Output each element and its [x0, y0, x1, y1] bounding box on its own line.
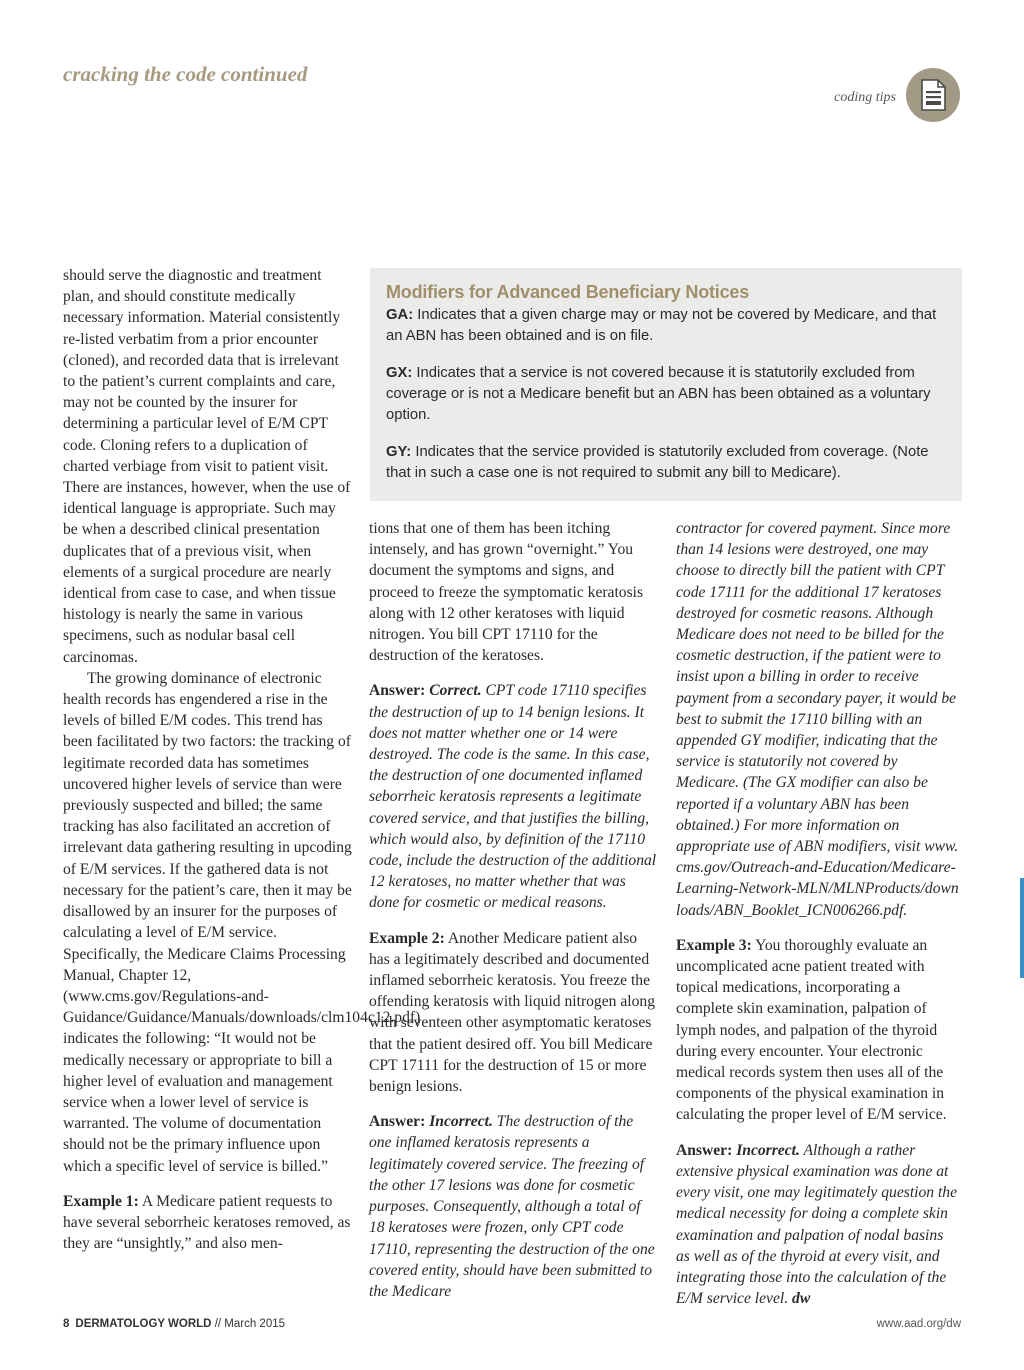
answer-1	[369, 680, 659, 913]
modifier-code: GA:	[386, 307, 414, 323]
modifier-text: Indicates that a given charge may or may not be covered by Medicare, and that an ABN has been obtained and is on file.	[386, 307, 937, 344]
answer-text: The destruction of the one inflamed keratosis represents a legitimately covered service. The freezing of the other 17 lesions was done for cosmetic purposes. Consequently, although a total of 18 keratoses were frozen, only CPT code 17110, representing the destruction of the one covered entity, should have been submitted to the Medicare	[369, 1113, 655, 1300]
body-paragraph: should serve the diagnostic and treatment plan, and should constitute medically necessary information. Material consistently re-listed verbatim from a prior encounter (cloned), and recorded data that is irrelevant to the patient’s current complaints and care, may not be counted by the insurer for determining a particular level of E/M CPT code. Cloning refers to a duplication of charted verbiage from visit to patient visit. There are instances, however, when the use of identical language is appropriate. Such may be when a described clinical presentation duplicates that of a previous visit, when elements of a surgical procedure are nearly identical from case to case, and when tissue histology is nearly the same in various specimens, such as nodular basal cell carcinomas.	[63, 267, 351, 666]
modifier-entry	[386, 363, 946, 426]
answer-continuation	[676, 518, 960, 921]
answer-text: contractor for covered payment. Since more than 14 lesions were destroyed, one may choose to directly bill the patient with CPT code 17111 for the additional 17 keratoses destroyed for cosmetic reasons. Although Medicare does not need to be billed for the cosmetic destruction, if the patient were to insist upon a billing in order to receive payment from a secondary payer, it would be best to submit the 17110 billing with an appended GY modifier, indicating that the service is statutorily not covered by Medicare. (The GX modifier can also be reported if a voluntary ABN has been obtained.) For more information on appropriate use of ABN modifiers, visit	[676, 520, 957, 856]
modifier-text: Indicates that a service is not covered because it is statutorily excluded from coverage or is not a Medicare benefit but an ABN has been obtained as a voluntary option.	[386, 365, 931, 423]
example-text: You thoroughly evaluate an uncomplicated acne patient treated with topical medications, incorporating a complete skin examination, palpation of lymph nodes, and palpation of the thyroid during every encounter. Your electronic medical records system then uses all of the components of the physical examination in calculating the proper level of E/M service.	[676, 936, 947, 1124]
end-mark: dw	[788, 1290, 811, 1308]
answer-label: Answer:	[369, 1113, 426, 1131]
issue-date: // March 2015	[211, 1318, 286, 1330]
modifier-entry	[386, 305, 946, 347]
modifier-code: GY:	[386, 444, 412, 460]
example-2	[369, 928, 659, 1098]
example-text: A Medicare patient requests to have several seborrheic keratoses removed, as they are “unsightly,” and also men-	[63, 1192, 351, 1253]
running-title: cracking the code continued	[63, 62, 308, 86]
modifier-text: Indicates that the service provided is statutorily excluded from coverage. (Note that in such a case one is not required to submit any bill to Medicare).	[386, 444, 929, 481]
answer-label: Answer:	[676, 1141, 733, 1159]
answer-text: Although a rather extensive physical examination was done at every visit, one may legitimately question the medical necessity for doing a complete skin examination and palpation of nodal basins as well as of the thyroid at every visit, and integrating those into the calculation of the E/M service level.	[676, 1141, 958, 1308]
modifier-code: GX:	[386, 365, 413, 381]
footer-folio	[63, 1318, 285, 1330]
example-label: Example 2:	[369, 929, 445, 947]
answer-label: Answer:	[369, 682, 426, 700]
example-label: Example 1:	[63, 1192, 139, 1210]
document-icon	[920, 79, 946, 111]
magazine-name: DERMATOLOGY WORLD	[75, 1318, 212, 1330]
body-paragraph: The growing dominance of electronic health records has engendered a rise in the levels of billed E/M codes. This trend has been facilitated by two factors: the tracking of legitimate recorded data has sometimes uncovered higher levels of service than were previously suspected and billed; the same tracking has also facilitated an accretion of irrelevant data gathering resulting in upcoding of E/M services. If the gathered data is not necessary for the patient’s care, then it may be disallowed by an insurer for the purposes of calculating a level of E/M service. Specifically, the Medicare Claims Processing Manual, Chapter 12, (www.cms.gov/Regulations-and-Guidance/Guidance/Manuals/downloads/clm104c12.pdf) indicates the following: “It would not be medically necessary or appropriate to bill a higher level of evaluation and management service when a lower level of service is warranted. The volume of documentation should not be the primary influence upon which a specific level of service is billed.”	[63, 669, 421, 1175]
answer-verdict: Incorrect.	[732, 1141, 800, 1159]
answer-verdict: Incorrect.	[425, 1113, 493, 1131]
modifier-entry	[386, 442, 946, 484]
example-1	[63, 1191, 353, 1255]
abn-modifiers-box	[370, 268, 962, 501]
website-link[interactable]: www.aad.org/dw	[876, 1318, 961, 1330]
example-continuation: tions that one of them has been itching intensely, and has grown “overnight.” You document the symptoms and signs, and proceed to freeze the symptomatic keratosis along with 12 other keratoses with liquid nitrogen. You bill CPT 17110 for the destruction of the keratoses.	[369, 520, 644, 665]
answer-2	[369, 1111, 659, 1302]
example-label: Example 3:	[676, 936, 752, 954]
section-badge	[906, 68, 960, 122]
edge-tab	[1020, 878, 1024, 978]
abn-booklet-link[interactable]: www.cms.gov/Outreach-and-Education/Medicare-Learning-Network-MLN/MLNProducts/downloads/ABN_Booklet_ICN006266.pdf.	[676, 838, 959, 919]
sidebar-title: Modifiers for Advanced Beneficiary Notices	[386, 282, 750, 302]
answer-verdict: Correct.	[425, 682, 482, 700]
column-2	[369, 518, 659, 1302]
column-3	[676, 518, 960, 1309]
page-number: 8	[63, 1318, 70, 1330]
example-3	[676, 935, 960, 1126]
answer-text: CPT code 17110 specifies the destruction of up to 14 benign lesions. It does not matter whether one or 14 were destroyed. The code is the same. In this case, the destruction of one documented inflamed seborrheic keratosis represents a legitimate covered service, and that justifies the billing, which would also, by definition of the 17110 code, include the destruction of the additional 12 keratoses, no matter whether that was done for cosmetic or medical reasons.	[369, 682, 657, 912]
section-label: coding tips	[834, 90, 896, 105]
answer-3	[676, 1140, 960, 1310]
example-text: Another Medicare patient also has a legitimately described and documented inflamed seborrheic keratosis. You freeze the offending keratosis with liquid nitrogen along with seventeen other asymptomatic keratoses that the patient desired off. You bill Medicare CPT 17111 for the destruction of 15 or more benign lesions.	[369, 929, 655, 1096]
